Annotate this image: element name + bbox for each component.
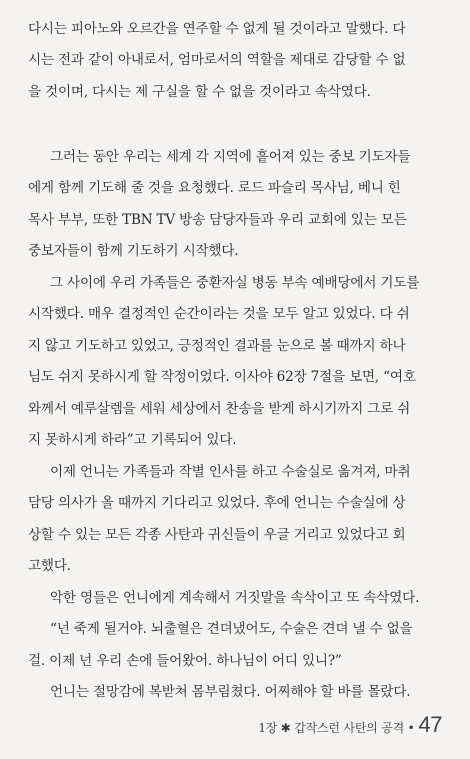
paragraph-start-line: 언니는 절망감에 복받쳐 몸부림쳤다. 어찌해야 할 바를 몰랐다. (50, 684, 411, 700)
paragraph-start-line: 이제 언니는 가족들과 작별 인사를 하고 수술실로 옮겨져, 마취 (50, 464, 411, 480)
body-text-line: 시작했다. 매우 결정적인 순간이라는 것을 모두 알고 있었다. 다 쉬 (28, 306, 410, 322)
body-text-line: 에게 함께 기도해 줄 것을 요청했다. 로드 파슬리 목사님, 베니 힌 (28, 180, 401, 196)
paragraph-start-line: 악한 영들은 언니에게 계속해서 거짓말을 속삭이고 또 속삭였다. (50, 590, 420, 606)
body-text-line: 목사 부부, 또한 TBN TV 방송 담당자들과 우리 교회에 있는 모든 (28, 212, 407, 228)
body-text-line: 걸. 이제 넌 우리 손에 들어왔어. 하나님이 어디 있니?” (28, 653, 342, 669)
quote-start-line: “넌 죽게 될거야. 뇌출혈은 견뎌냈어도, 수술은 견뎌 낼 수 없을 (50, 621, 413, 637)
body-text-line: 다시는 피아노와 오르간을 연주할 수 없게 될 것이라고 말했다. 다 (28, 21, 406, 37)
body-text-line: 상할 수 있는 모든 각종 사탄과 귀신들이 우글 거리고 있었다고 회 (28, 527, 406, 543)
body-text-line: 지 못하시게 하라”고 기록되어 있다. (28, 432, 237, 448)
body-text-line: 시는 전과 같이 아내로서, 엄마로서의 역할을 제대로 감당할 수 없 (28, 52, 406, 68)
body-text-line: 님도 쉬지 못하시게 할 작정이었다. 이사야 62장 7절을 보면, “여호 (28, 369, 416, 385)
page-footer (258, 712, 442, 736)
page-number: 47 (418, 712, 442, 737)
body-text-line: 을 것이며, 다시는 제 구실을 할 수 없을 것이라고 속삭였다. (28, 84, 371, 100)
body-text-line: 와께서 예루살렘을 세워 세상에서 찬송을 받게 하시기까지 그로 쉬 (28, 401, 411, 417)
paragraph-start-line: 그러는 동안 우리는 세계 각 지역에 흩어져 있는 중보 기도자들 (50, 149, 411, 165)
running-footer-chapter: 1장 ✱ 갑작스런 사탄의 공격 • (258, 721, 415, 735)
paragraph-start-line: 그 사이에 우리 가족들은 중환자실 병동 부속 예배당에서 기도를 (50, 275, 420, 291)
body-text-line: 담당 의사가 올 때까지 기다리고 있었다. 후에 언니는 수술실에 상 (28, 495, 406, 511)
body-text-line: 지 않고 기도하고 있었고, 긍정적인 결과를 눈으로 볼 때까지 하나 (28, 338, 406, 354)
body-text-line: 중보자들이 함께 기도하기 시작했다. (28, 243, 239, 259)
body-text-line: 고했다. (28, 558, 71, 574)
